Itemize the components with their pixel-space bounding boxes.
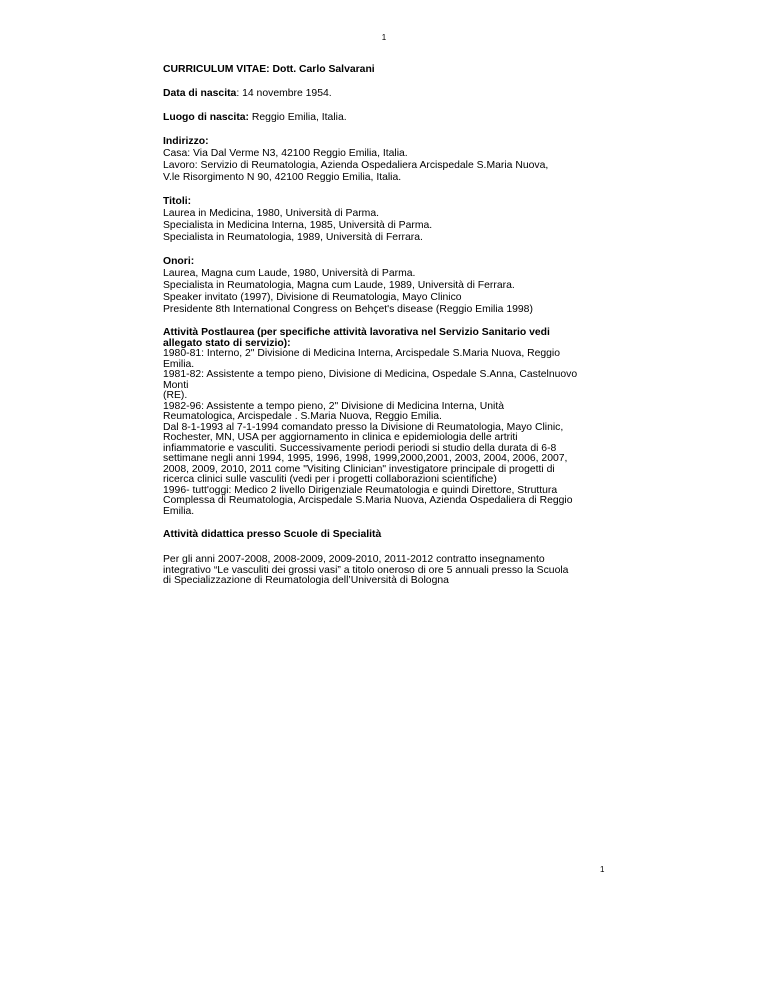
postgrad-line: (RE).	[163, 390, 188, 401]
honors-heading: Onori:	[163, 256, 195, 267]
teaching-heading-section	[163, 529, 608, 541]
honor-line: Specialista in Reumatologia, Magna cum Laude, 1989, Università di Ferrara.	[163, 280, 515, 291]
honor-line: Laurea, Magna cum Laude, 1980, Università di Parma.	[163, 268, 416, 279]
postgrad-line: Monti	[163, 379, 189, 391]
address-line: Lavoro: Servizio di Reumatologia, Azienda Ospedaliera Arcispedale S.Maria Nuova,	[163, 160, 549, 171]
teaching-line: Per gli anni 2007-2008, 2008-2009, 2009-2010, 2011-2012 contratto insegnamento	[163, 554, 545, 565]
postgrad-line: Complessa di Reumatologia, Arcispedale S.Maria Nuova, Azienda Ospedaliera di Reggio	[163, 495, 573, 506]
document-body	[163, 64, 608, 599]
teaching-line: integrativo “Le vasculiti dei grossi vasi” a titolo oneroso di ore 5 annuali presso la Scuola	[163, 564, 569, 576]
honors-section	[163, 256, 608, 316]
postgrad-line: 2008, 2009, 2010, 2011 come "Visiting Clinician" investigatore principale di progetti di	[163, 463, 555, 475]
titles-section	[163, 196, 608, 244]
page-number-bottom: 1	[600, 865, 605, 874]
postgrad-line: Emilia.	[163, 505, 195, 517]
birth-date-label: Data di nascita	[163, 88, 237, 99]
address-line: Casa: Via Dal Verme N3, 42100 Reggio Emilia, Italia.	[163, 148, 408, 159]
birth-date-section	[163, 88, 608, 100]
titles-heading: Titoli:	[163, 196, 192, 207]
birth-place-value: Reggio Emilia, Italia.	[249, 112, 347, 123]
address-section	[163, 136, 608, 184]
birth-date-value: : 14 novembre 1954.	[236, 88, 332, 99]
postgrad-line: 1980-81: Interno, 2" Divisione di Medicina Interna, Arcispedale S.Maria Nuova, Reggio	[163, 348, 561, 359]
teaching-line: di Specializzazione di Reumatologia dell’Università di Bologna	[163, 575, 449, 586]
postgrad-section	[163, 328, 608, 517]
postgrad-line: settimane negli anni 1994, 1995, 1996, 1998, 1999,2000,2001, 2003, 2004, 2006, 2007,	[163, 453, 568, 464]
address-heading: Indirizzo:	[163, 136, 209, 147]
honor-line: Speaker invitato (1997), Divisione di Reumatologia, Mayo Clinico	[163, 292, 462, 303]
postgrad-heading: Attività Postlaurea (per specifiche attività lavorativa nel Servizio Sanitario vedi	[163, 327, 550, 338]
teaching-section	[163, 555, 608, 587]
postgrad-line: Emilia.	[163, 358, 195, 370]
title-line: Specialista in Medicina Interna, 1985, Università di Parma.	[163, 220, 433, 231]
postgrad-line: 1996- tutt'oggi: Medico 2 livello Dirigenziale Reumatologia e quindi Direttore, Struttura	[163, 484, 558, 496]
postgrad-line: Rochester, MN, USA per aggiornamento in clinica e epidemiologia delle artriti	[163, 432, 518, 443]
birth-place-section	[163, 112, 608, 124]
postgrad-line: 1981-82: Assistente a tempo pieno, Divisione di Medicina, Ospedale S.Anna, Castelnuovo	[163, 369, 578, 380]
teaching-heading: Attività didattica presso Scuole di Specialità	[163, 529, 382, 540]
postgrad-line: infiammatorie e vasculiti. Successivamente periodi periodi si studio della durata di 6-8	[163, 442, 557, 454]
postgrad-line: ricerca clinici sulle vasculiti (vedi per i progetti collaborazioni scientifiche)	[163, 474, 497, 485]
postgrad-line: Dal 8-1-1993 al 7-1-1994 comandato presso la Divisione di Reumatologia, Mayo Clinic,	[163, 421, 564, 433]
postgrad-line: 1982-96: Assistente a tempo pieno, 2" Divisione di Medicina Interna, Unità	[163, 400, 505, 412]
birth-place-label: Luogo di nascita:	[163, 112, 250, 123]
document-title: CURRICULUM VITAE: Dott. Carlo Salvarani	[163, 64, 375, 75]
title-line: Specialista in Reumatologia, 1989, Università di Ferrara.	[163, 232, 423, 243]
address-line: V.le Risorgimento N 90, 42100 Reggio Emilia, Italia.	[163, 172, 402, 183]
postgrad-line: Reumatologica, Arcispedale . S.Maria Nuova, Reggio Emilia.	[163, 411, 442, 422]
postgrad-heading: allegato stato di servizio):	[163, 337, 291, 349]
honor-line: Presidente 8th International Congress on Behçet's disease (Reggio Emilia 1998)	[163, 304, 533, 315]
page-number-top: 1	[381, 33, 387, 42]
title-line: Laurea in Medicina, 1980, Università di Parma.	[163, 208, 380, 219]
